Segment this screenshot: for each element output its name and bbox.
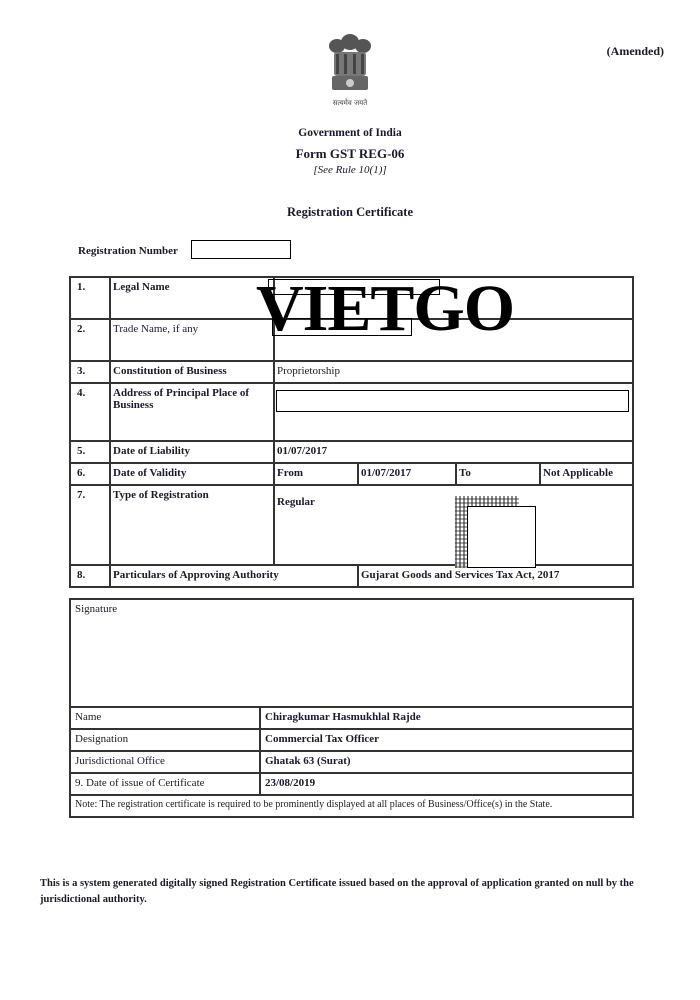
- table-row: [70, 441, 633, 463]
- certificate-title: Registration Certificate: [287, 205, 413, 219]
- table-row: [70, 707, 633, 729]
- row-label: Date of Liability: [110, 441, 274, 463]
- table-row: [70, 485, 633, 565]
- row-number: 6.: [70, 463, 110, 485]
- row-number: 8.: [70, 565, 110, 587]
- table-row: [70, 565, 633, 587]
- row-label: Particulars of Approving Authority: [110, 565, 358, 587]
- registration-type-value: Regular: [274, 485, 633, 565]
- row-number: 2.: [70, 319, 110, 361]
- row-number: 4.: [70, 383, 110, 441]
- rule-reference: [See Rule 10(1)]: [313, 164, 387, 176]
- legal-name-redaction: [268, 279, 440, 295]
- designation-value: Commercial Tax Officer: [260, 729, 633, 751]
- office-label: Jurisdictional Office: [70, 751, 260, 773]
- liability-date-value: 01/07/2017: [274, 441, 633, 463]
- table-row: [70, 729, 633, 751]
- table-row: [70, 361, 633, 383]
- registration-number-label: Registration Number: [78, 245, 178, 257]
- table-row: [70, 773, 633, 795]
- table-row: [70, 463, 633, 485]
- name-label: Name: [70, 707, 260, 729]
- issue-date-label: 9. Date of issue of Certificate: [70, 773, 260, 795]
- validity-from-value: 01/07/2017: [358, 463, 456, 485]
- signature-table: [69, 598, 634, 818]
- amended-label: (Amended): [606, 44, 664, 58]
- row-number: 5.: [70, 441, 110, 463]
- row-label: Date of Validity: [110, 463, 274, 485]
- table-row: [70, 599, 633, 707]
- validity-to-label: To: [456, 463, 540, 485]
- table-row: [70, 795, 633, 817]
- office-value: Ghatak 63 (Surat): [260, 751, 633, 773]
- row-number: 3.: [70, 361, 110, 383]
- row-label: Legal Name: [110, 277, 274, 319]
- registration-number-redacted: [191, 240, 291, 259]
- emblem-motto: सत्यमेव जयते: [332, 99, 368, 107]
- row-label: Trade Name, if any: [110, 319, 274, 361]
- issue-date-value: 23/08/2019: [260, 773, 633, 795]
- vietgo-watermark: VIETGO: [256, 272, 515, 345]
- signature-label: Signature: [70, 599, 633, 707]
- row-number: 7.: [70, 485, 110, 565]
- footer-statement: This is a system generated digitally signed Registration Certificate issued based on the approval of application granted on null by the jurisdictional authority.: [40, 878, 634, 905]
- validity-to-value: Not Applicable: [540, 463, 633, 485]
- address-redaction: [276, 390, 629, 412]
- qr-code-redaction: [467, 506, 536, 568]
- government-title: Government of India: [298, 127, 402, 139]
- row-number: 1.: [70, 277, 110, 319]
- note-text: Note: The registration certificate is required to be prominently displayed at all places of Business/Office(s) in the State.: [70, 795, 633, 817]
- name-value: Chiragkumar Hasmukhlal Rajde: [260, 707, 633, 729]
- row-label: Constitution of Business: [110, 361, 274, 383]
- designation-label: Designation: [70, 729, 260, 751]
- trade-name-redaction: [272, 318, 412, 336]
- row-label: Type of Registration: [110, 485, 274, 565]
- approving-authority-value: Gujarat Goods and Services Tax Act, 2017: [358, 565, 633, 587]
- national-emblem-icon: [322, 30, 378, 110]
- row-label: Address of Principal Place of Business: [110, 383, 274, 441]
- table-row: [70, 751, 633, 773]
- form-title: Form GST REG-06: [295, 146, 405, 161]
- validity-from-label: From: [274, 463, 358, 485]
- constitution-value: Proprietorship: [274, 361, 633, 383]
